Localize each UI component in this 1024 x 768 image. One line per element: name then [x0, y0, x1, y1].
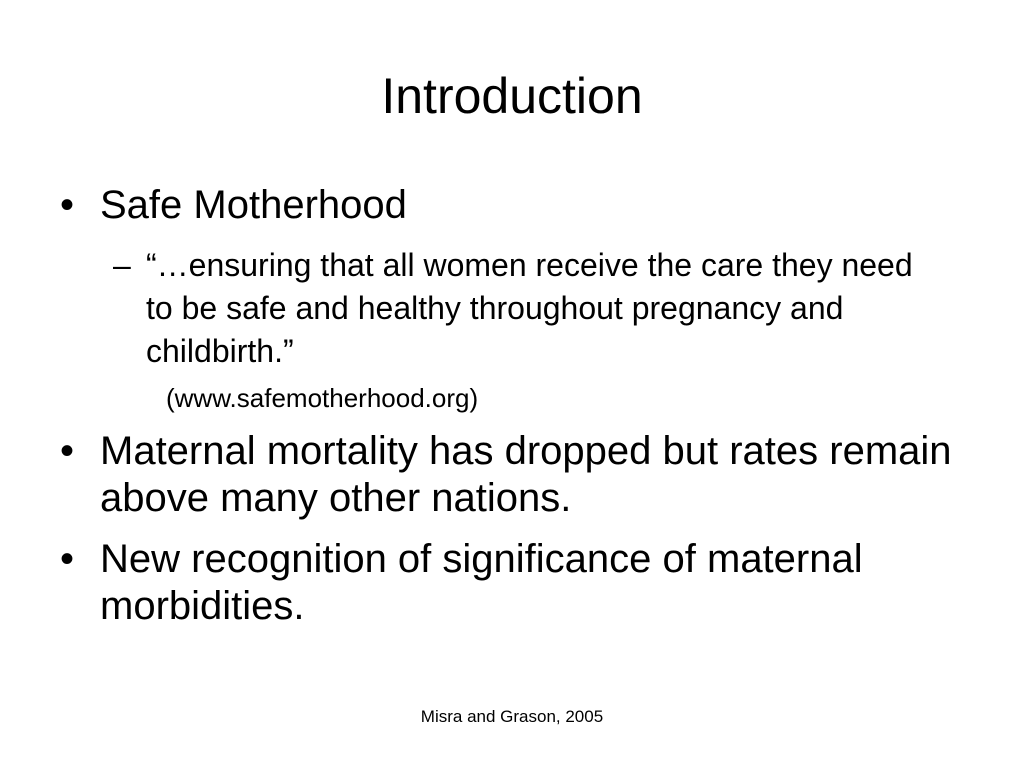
- sub-bullet-marker: –: [113, 247, 131, 283]
- bullet-marker: •: [60, 429, 75, 473]
- bullet-text: Maternal mortality has dropped but rates remain above many other nations.: [100, 429, 952, 520]
- bullet-text: Safe Motherhood: [100, 183, 407, 227]
- bullet-maternal-mortality: [60, 428, 960, 522]
- bullet-text: New recognition of significance of maternal morbidities.: [100, 537, 863, 628]
- sub-bullet-quote: [113, 244, 943, 373]
- slide-footer-citation: Misra and Grason, 2005: [420, 707, 604, 726]
- bullet-marker: •: [60, 183, 75, 227]
- quote-text: “…ensuring that all women receive the care they need to be safe and healthy throughout pregnancy and childbirth.”: [146, 247, 913, 369]
- bullet-maternal-morbidities: [60, 536, 960, 630]
- slide-title: Introduction: [381, 68, 643, 124]
- bullet-safe-motherhood: [60, 182, 960, 229]
- bullet-marker: •: [60, 537, 75, 581]
- quote-source: (www.safemotherhood.org): [166, 383, 479, 413]
